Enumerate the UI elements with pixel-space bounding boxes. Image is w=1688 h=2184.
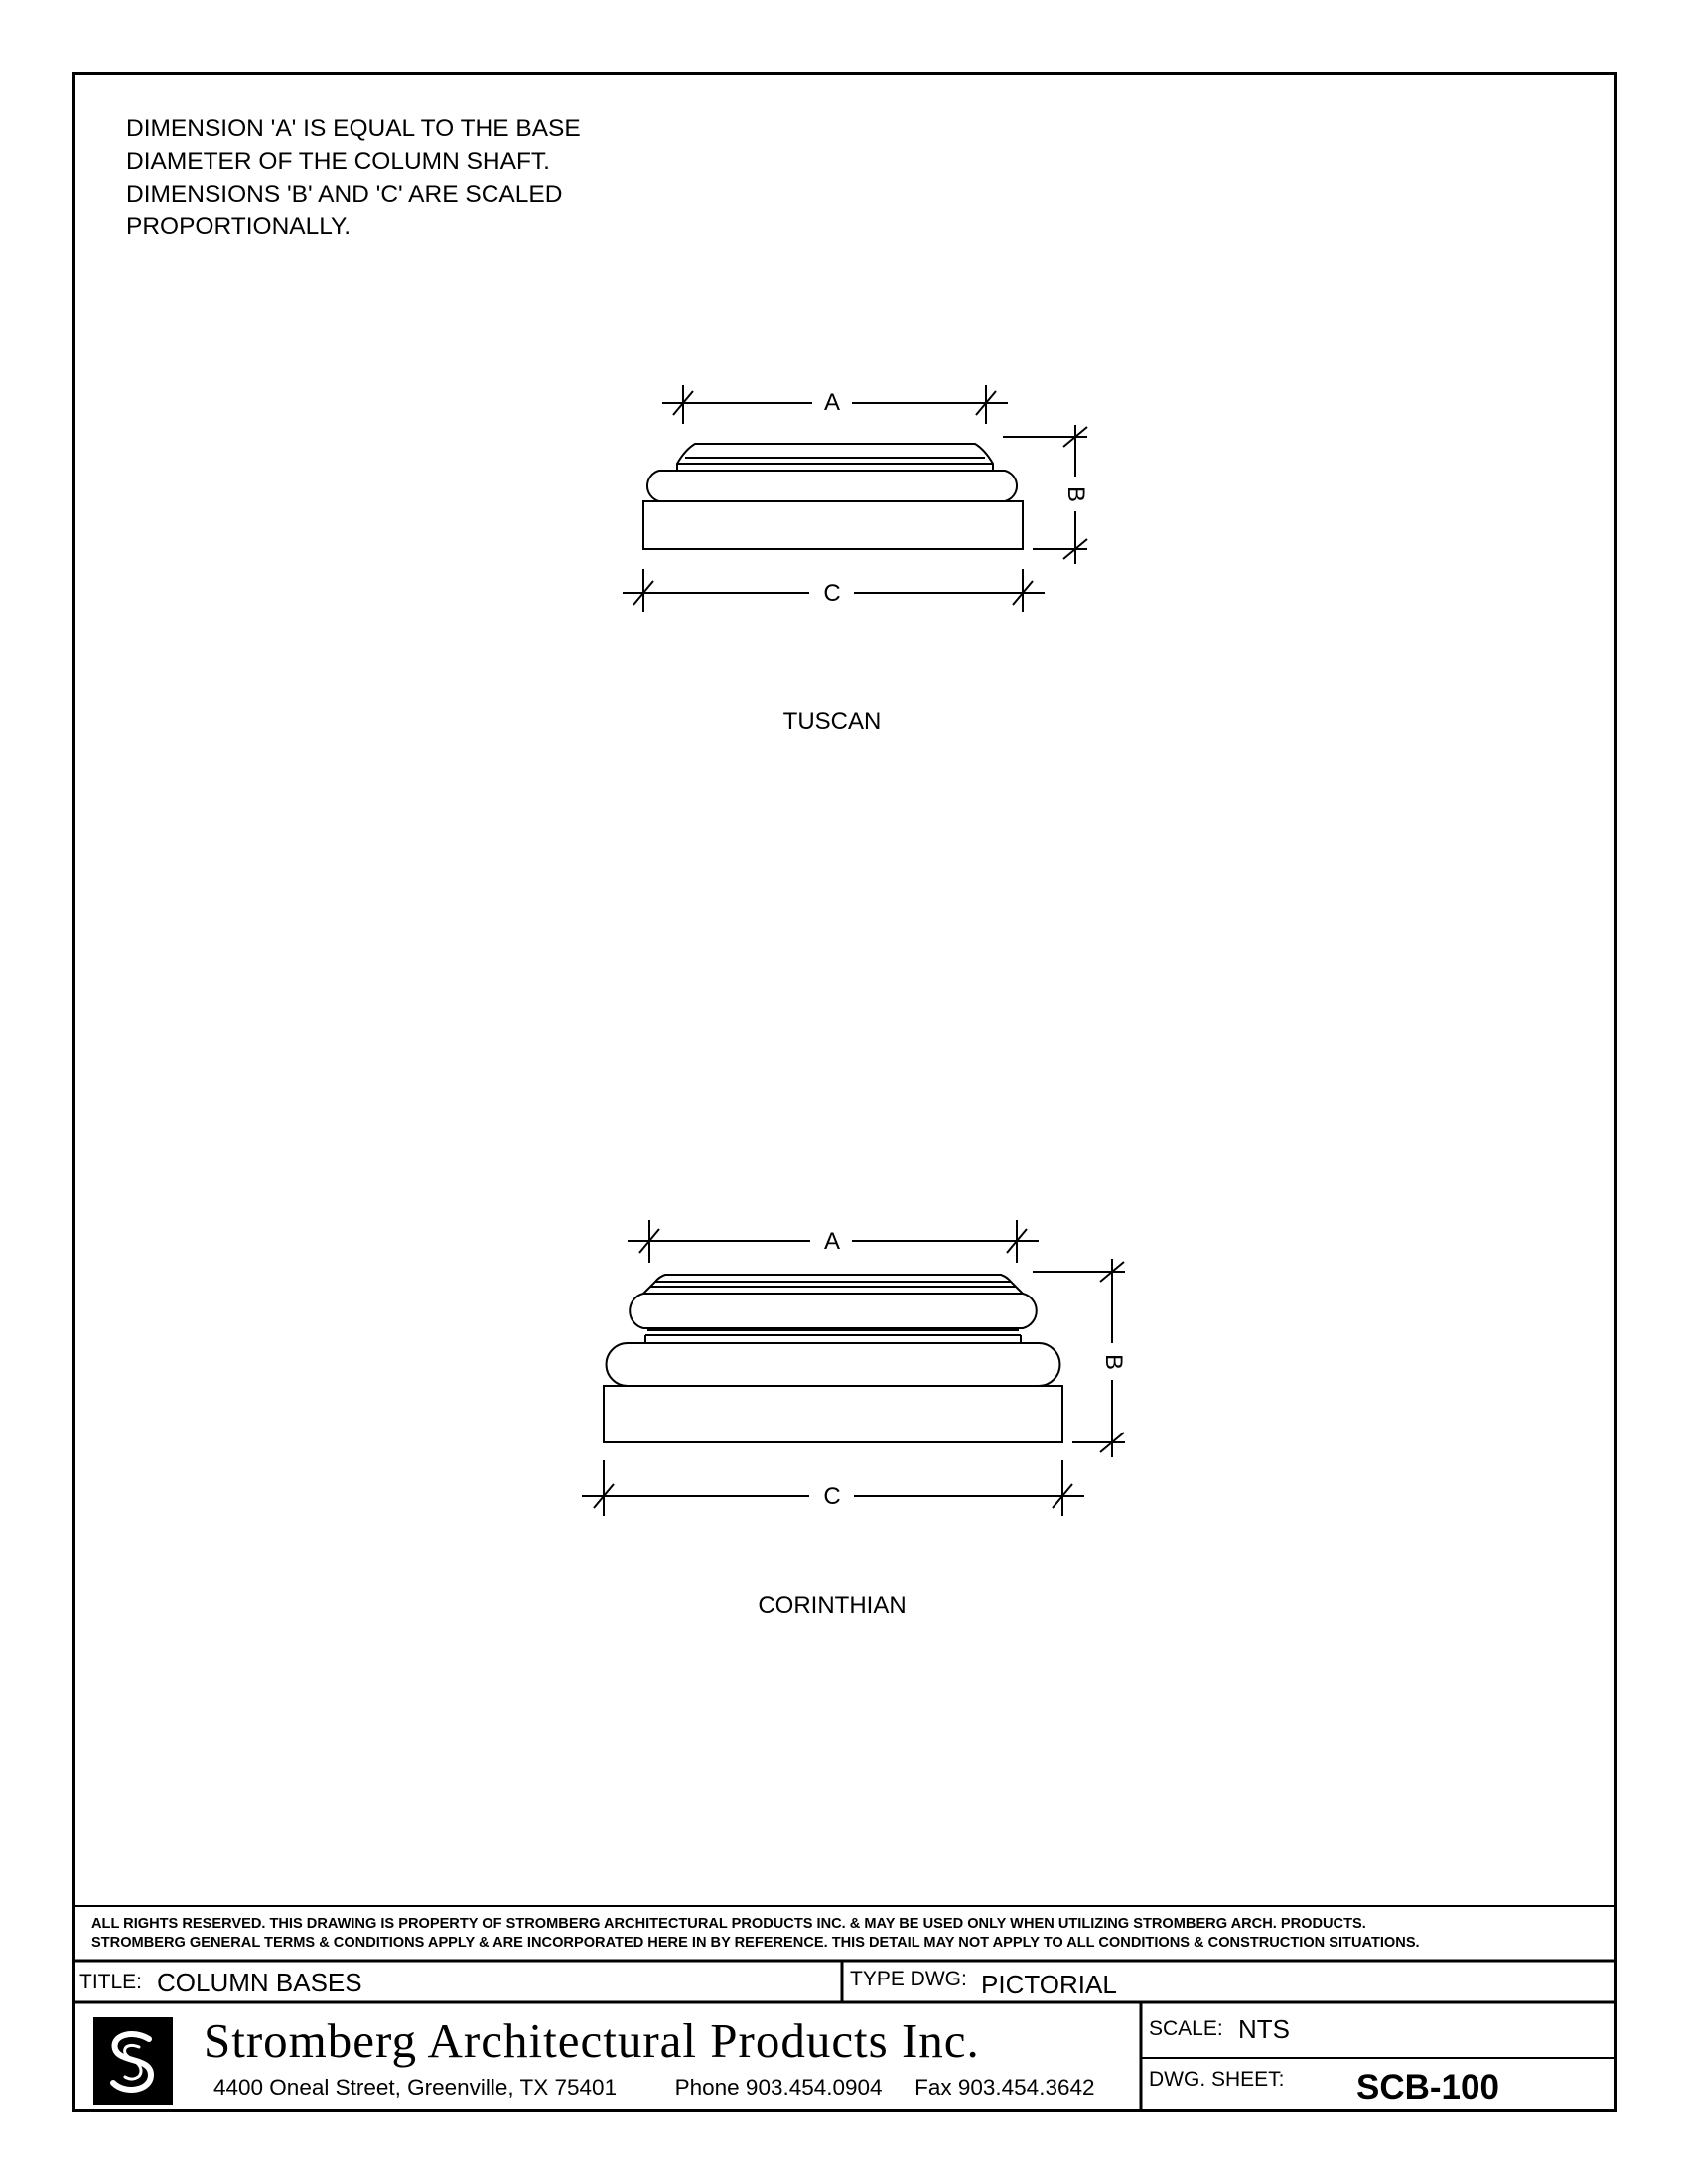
- corinthian-lower-torus: [607, 1343, 1060, 1386]
- corinthian-caption: CORINTHIAN: [758, 1592, 907, 1619]
- corinthian-plinth: [604, 1386, 1062, 1442]
- company-logo-icon: [93, 2017, 173, 2105]
- dwg-sheet-value: SCB-100: [1356, 2068, 1499, 2107]
- corinthian-dim-b-label: B: [1100, 1353, 1127, 1371]
- corinthian-fillet-ends: [645, 1335, 1021, 1343]
- corinthian-dim-c-label: C: [823, 1483, 841, 1510]
- type-dwg-label: TYPE DWG:: [850, 1968, 967, 1990]
- rights-line: STROMBERG GENERAL TERMS & CONDITIONS APPLY & ARE INCORPORATED HERE IN BY REFERENCE. THIS DETAIL MAY NOT APPLY TO ALL CONDITIONS & CONSTRUCTION SITUATIONS.: [91, 1935, 1420, 1951]
- logo-mark: [93, 2017, 173, 2105]
- tuscan-dim-b-label: B: [1062, 485, 1089, 503]
- tuscan-dim-c-label: C: [823, 580, 841, 607]
- corinthian-upper-torus: [630, 1294, 1037, 1328]
- tuscan-caption: TUSCAN: [782, 708, 882, 735]
- corinthian-dim-a-label: A: [823, 1228, 841, 1255]
- tuscan-dim-a-label: A: [823, 389, 841, 416]
- scale-value: NTS: [1238, 2014, 1290, 2044]
- note-line: DIMENSION 'A' IS EQUAL TO THE BASE: [126, 115, 581, 142]
- tuscan-torus: [647, 471, 1017, 501]
- tuscan-plinth: [643, 501, 1023, 549]
- company-address: 4400 Oneal Street, Greenville, TX 75401: [213, 2075, 618, 2100]
- company-fax: Fax 903.454.3642: [914, 2075, 1095, 2100]
- tuscan-base-drawing: [623, 385, 1087, 612]
- dwg-sheet-label: DWG. SHEET:: [1149, 2068, 1285, 2091]
- title-value: COLUMN BASES: [157, 1968, 362, 1997]
- company-name: Stromberg Architectural Products Inc.: [204, 2013, 980, 2068]
- scale-label: SCALE:: [1149, 2017, 1223, 2040]
- corinthian-top-profile: [643, 1275, 1023, 1294]
- company-contact: [213, 2075, 1095, 2101]
- rights-line: ALL RIGHTS RESERVED. THIS DRAWING IS PROPERTY OF STROMBERG ARCHITECTURAL PRODUCTS INC. & MAY BE USED ONLY WHEN UTILIZING STROMBERG ARCH. PRODUCTS.: [91, 1916, 1366, 1932]
- title-label: TITLE:: [79, 1971, 143, 1993]
- note-line: DIMENSIONS 'B' AND 'C' ARE SCALED: [126, 181, 563, 207]
- rights-notice: [91, 1915, 1611, 1953]
- note-line: PROPORTIONALLY.: [126, 213, 352, 240]
- company-phone: Phone 903.454.0904: [674, 2075, 883, 2100]
- type-dwg-value: PICTORIAL: [981, 1970, 1117, 1999]
- note-line: DIAMETER OF THE COLUMN SHAFT.: [126, 148, 550, 175]
- corinthian-base-drawing: [582, 1220, 1125, 1516]
